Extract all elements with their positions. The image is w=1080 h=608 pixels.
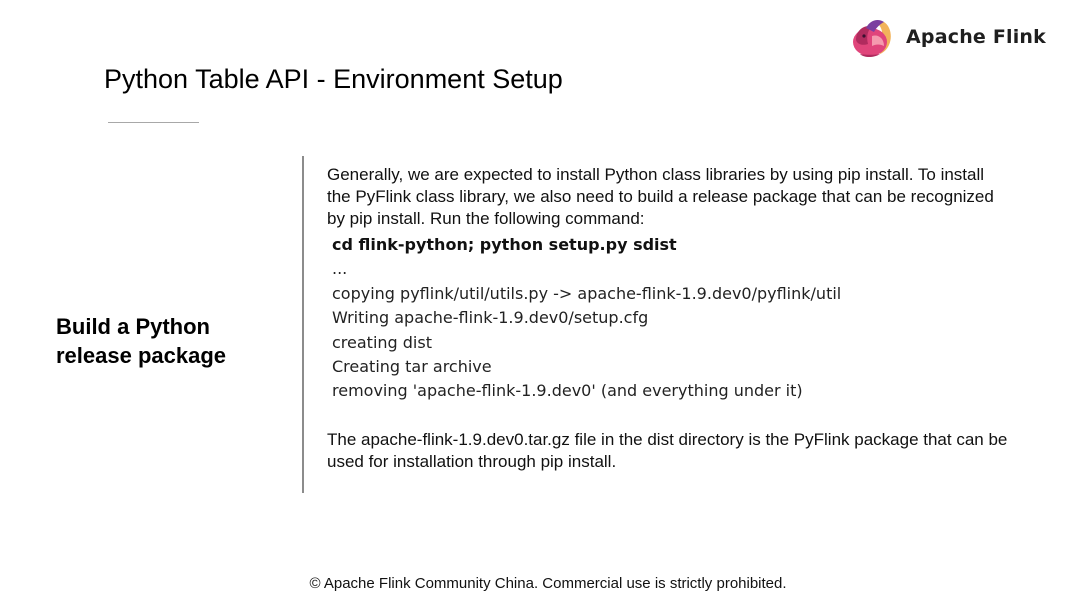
copyright-footer: © Apache Flink Community China. Commercial use is strictly prohibited. [309,575,787,592]
command-output-block [332,233,1032,404]
vertical-divider [302,156,304,493]
slide-title: Python Table API - Environment Setup [104,64,563,94]
title-underline [108,122,199,123]
apache-flink-logo [850,14,1046,60]
output-line: copying pyflink/util/utils.py -> apache-flink-1.9.dev0/pyflink/util [332,283,842,303]
section-label: Build a Python release package [56,314,227,368]
output-line: Creating tar archive [332,356,492,376]
intro-paragraph: Generally, we are expected to install Python class libraries by using pip install. To install the PyFlink class library, we also need to build a release package that can be recognized by pip install. Run the following command: [327,165,994,228]
brand-name: Apache Flink [906,26,1046,48]
outro-paragraph: The apache-flink-1.9.dev0.tar.gz file in the dist directory is the PyFlink package that can be used for installation through pip install. [327,430,1008,471]
output-line: removing 'apache-flink-1.9.dev0' (and everything under it) [332,381,803,401]
output-line: Writing apache-flink-1.9.dev0/setup.cfg [332,308,649,328]
output-line: creating dist [332,332,432,352]
command-line: cd flink-python; python setup.py sdist [332,235,677,254]
flink-squirrel-icon [850,14,894,60]
output-line: ... [332,259,348,279]
